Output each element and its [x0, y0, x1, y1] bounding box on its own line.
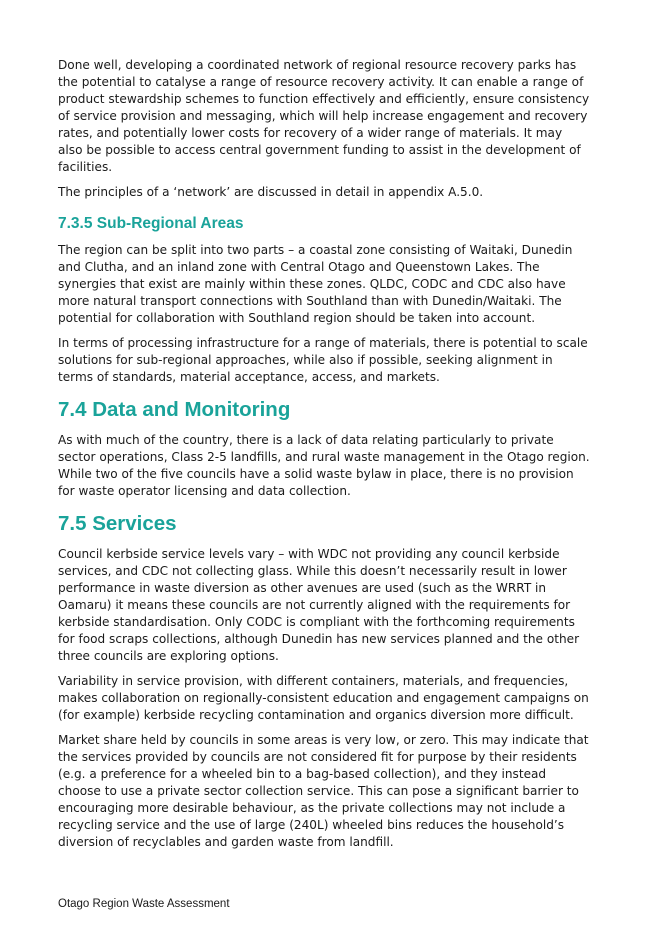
- section-heading-data-monitoring: 7.4 Data and Monitoring: [58, 398, 291, 421]
- services-paragraph-2: Variability in service provision, with different containers, materials, and frequencies, makes collaboration on regionally-consistent education and engagement campaigns on (for example) kerbside recycling contamination and organics diversion more difficult.: [58, 674, 589, 722]
- sub-regional-paragraph-1: The region can be split into two parts – a coastal zone consisting of Waitaki, Dunedin and Clutha, and an inland zone with Central Otago and Queenstown Lakes. The synergies that exist are mainly within these zones. QLDC, CODC and CDC also have more natural transport connections with Southland than with Dunedin/Waitaki. The potential for collaboration with Southland region should be taken into account.: [58, 243, 573, 325]
- intro-paragraph-2: The principles of a ‘network’ are discussed in detail in appendix A.5.0.: [58, 185, 484, 199]
- sub-regional-paragraph-2: In terms of processing infrastructure for a range of materials, there is potential to scale solutions for sub-regional approaches, while also if possible, seeking alignment in terms of standards, material acceptance, access, and markets.: [58, 336, 588, 384]
- section-heading-services: 7.5 Services: [58, 512, 177, 535]
- services-paragraph-1: Council kerbside service levels vary – with WDC not providing any council kerbside services, and CDC not collecting glass. While this doesn’t necessarily result in lower performance in waste diversion as other avenues are used (such as the WRRT in Oamaru) it means these councils are not currently aligned with the requirements for kerbside standardisation. Only CODC is compliant with the forthcoming requirements for food scraps collections, although Dunedin has new services planned and the other three councils are exploring options.: [58, 547, 580, 663]
- page-content: [58, 57, 590, 859]
- section-heading-sub-regional-areas: 7.3.5 Sub-Regional Areas: [58, 215, 244, 232]
- intro-paragraph-1: Done well, developing a coordinated network of regional resource recovery parks has the potential to catalyse a range of resource recovery activity. It can enable a range of product stewardship schemes to function effectively and efficiently, ensure consistency of service provision and messaging, which will help increase engagement and recovery rates, and potentially lower costs for recovery of a wider range of materials. It may also be possible to access central government funding to assist in the development of facilities.: [58, 58, 590, 174]
- data-monitoring-paragraph-1: As with much of the country, there is a lack of data relating particularly to private sector operations, Class 2-5 landfills, and rural waste management in the Otago region. While two of the five councils have a solid waste bylaw in place, there is no provision for waste operator licensing and data collection.: [58, 433, 590, 498]
- page-footer: Otago Region Waste Assessment: [58, 898, 230, 910]
- services-paragraph-3: Market share held by councils in some areas is very low, or zero. This may indicate that the services provided by councils are not considered fit for purpose by their residents (e.g. a preference for a wheeled bin to a bag-based collection), and they instead choose to use a private sector collection service. This can pose a significant barrier to encouraging more desirable behaviour, as the private collections may not include a recycling service and the use of large (240L) wheeled bins reduces the household’s diversion of recyclables and garden waste from landfill.: [58, 733, 589, 849]
